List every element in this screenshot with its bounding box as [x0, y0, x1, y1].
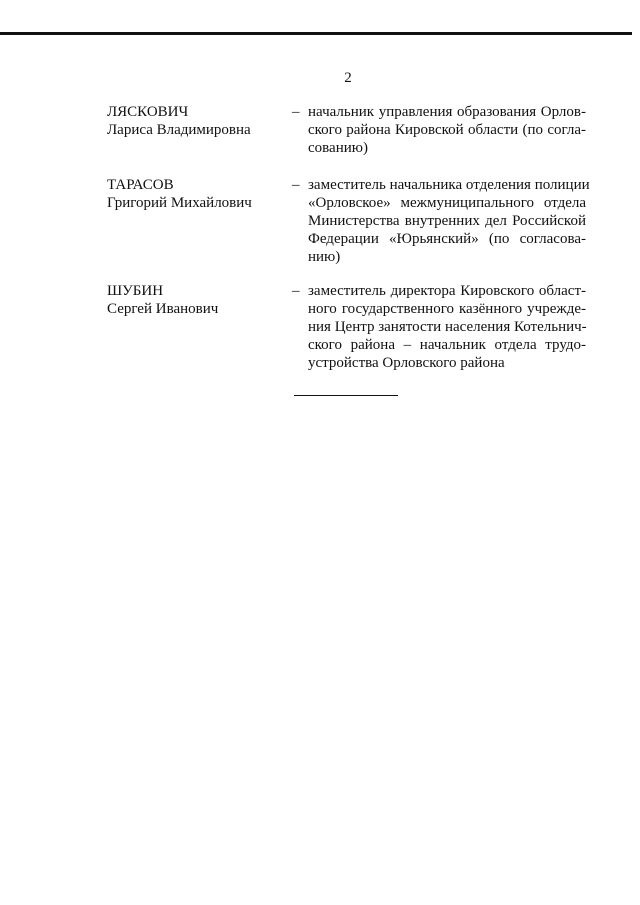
member-position [308, 103, 586, 157]
position-line: Министерства внутренних дел Российской [308, 213, 586, 229]
position-line: начальник управления образования Орлов- [308, 104, 586, 120]
member-surname: ТАРАСОВ [107, 177, 174, 193]
member-name [107, 176, 287, 212]
position-line: заместитель начальника отделения полиции [308, 177, 590, 193]
member-name [107, 282, 287, 318]
entry-dash: – [292, 283, 300, 299]
position-line: Федерации «Юрьянский» (по согласова- [308, 231, 586, 247]
member-name [107, 103, 287, 139]
page-number: 2 [344, 70, 352, 86]
position-line: ния Центр занятости населения Котельнич- [308, 319, 587, 335]
position-line: ного государственного казённого учрежде- [308, 301, 586, 317]
member-given-names: Сергей Иванович [107, 301, 219, 317]
entry-dash: – [292, 177, 300, 193]
position-line: заместитель директора Кировского област- [308, 283, 586, 299]
position-line: нию) [308, 249, 341, 265]
member-position [308, 282, 586, 372]
member-surname: ЛЯСКОВИЧ [107, 104, 189, 120]
position-line: ского района – начальник отдела трудо- [308, 337, 586, 353]
position-line: устройства Орловского района [308, 355, 505, 371]
member-given-names: Григорий Михайлович [107, 195, 252, 211]
header-rule [0, 32, 632, 35]
member-position [308, 176, 590, 266]
entry-dash: – [292, 104, 300, 120]
position-line: ского района Кировской области (по согла- [308, 122, 586, 138]
position-line: сованию) [308, 140, 368, 156]
member-surname: ШУБИН [107, 283, 164, 299]
member-given-names: Лариса Владимировна [107, 122, 251, 138]
position-line: «Орловское» межмуниципального отдела [308, 195, 586, 211]
closing-rule [294, 395, 398, 396]
